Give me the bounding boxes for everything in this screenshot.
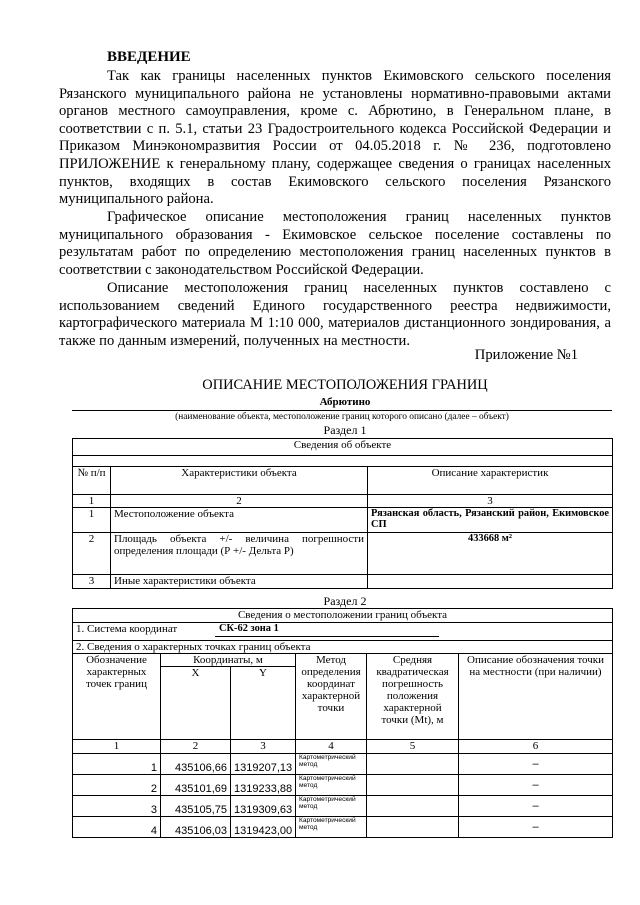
col-header-coordinates: Координаты, м	[161, 654, 296, 667]
object-name: Абрютино	[319, 396, 371, 408]
object-info-heading: Сведения об объекте	[73, 439, 613, 456]
point-method: Картометрический метод	[296, 796, 367, 817]
point-method: Картометрический метод	[296, 754, 367, 775]
boundary-info-heading: Сведения о местоположении границ объекта	[73, 609, 613, 623]
point-method: Картометрический метод	[296, 817, 367, 838]
col-index: 3	[368, 495, 613, 508]
point-description: –	[459, 775, 613, 796]
table-row	[73, 508, 613, 533]
point-description: –	[459, 796, 613, 817]
point-y: 1319423,00	[231, 817, 296, 838]
spacer-row	[73, 456, 613, 467]
coordinate-system-row	[73, 623, 613, 641]
point-error	[367, 817, 459, 838]
object-name-underline	[72, 410, 612, 411]
point-y: 1319309,63	[231, 796, 296, 817]
table-row	[73, 775, 613, 796]
col-header-x: X	[161, 667, 231, 740]
point-y: 1319207,13	[231, 754, 296, 775]
row-no: 2	[73, 533, 111, 575]
row-description: Рязанская область, Рязанский район, Екимовское СП	[368, 508, 613, 533]
table-row	[73, 754, 613, 775]
point-method: Картометрический метод	[296, 775, 367, 796]
col-header-description: Описание характеристик	[368, 467, 613, 495]
col-header-point-description: Описание обозначения точки на местности (при наличии)	[459, 654, 613, 740]
col-index: 2	[161, 740, 231, 754]
point-x: 435105,75	[161, 796, 231, 817]
col-header-point: Обозначение характерных точек границ	[73, 654, 161, 740]
table-row	[73, 796, 613, 817]
table-row	[73, 817, 613, 838]
row-characteristic: Иные характеристики объекта	[111, 575, 368, 589]
col-index: 3	[231, 740, 296, 754]
row-characteristic: Местоположение объекта	[111, 508, 368, 533]
point-number: 4	[73, 817, 161, 838]
row-no: 3	[73, 575, 111, 589]
col-index: 1	[73, 740, 161, 754]
col-index: 6	[459, 740, 613, 754]
point-x: 435101,69	[161, 775, 231, 796]
col-header-error: Средняя квадратическая погрешность положения характерной точки (Mt), м	[367, 654, 459, 740]
point-error	[367, 754, 459, 775]
appendix-label: Приложение №1	[474, 347, 578, 363]
coordinate-system-label: 1. Система координат	[76, 623, 178, 635]
point-number: 3	[73, 796, 161, 817]
col-header-y: Y	[231, 667, 296, 740]
row-description: 433668 м²	[368, 533, 613, 575]
table-row	[73, 533, 613, 575]
col-header-characteristics: Характеристики объекта	[111, 467, 368, 495]
section-1-label: Раздел 1	[323, 423, 367, 437]
points-section-label: 2. Сведения о характерных точках границ объекта	[73, 641, 613, 654]
document-title: ОПИСАНИЕ МЕСТОПОЛОЖЕНИЯ ГРАНИЦ	[202, 377, 488, 393]
table-row	[73, 575, 613, 589]
col-index: 4	[296, 740, 367, 754]
point-x: 435106,03	[161, 817, 231, 838]
object-info-table	[72, 438, 613, 589]
point-number: 2	[73, 775, 161, 796]
intro-paragraph-3: Описание местоположения границ населенных пунктов составлено с использованием сведений Единого государственного реестра недвижимости, картографического материала М 1:10 000, материалов дистанционного зондирования, а также по данным измерений, полученных на местности.	[59, 280, 611, 349]
point-number: 1	[73, 754, 161, 775]
point-x: 435106,66	[161, 754, 231, 775]
col-index: 5	[367, 740, 459, 754]
intro-heading: ВВЕДЕНИЕ	[107, 49, 191, 65]
row-no: 1	[73, 508, 111, 533]
coordinate-system-underline	[215, 636, 439, 637]
intro-paragraph-1: Так как границы населенных пунктов Екимовского сельского поселения Рязанского муниципального района не установлены нормативно-правовыми актами органов местного самоуправления, кроме с. Абрютино, в Генеральном плане, в соответствии с п. 5.1, статьи 23 Градостроительного кодекса Российской Федерации и Приказом Минэкономразвития России от 04.05.2018 г. № 236, подготовлено ПРИЛОЖЕНИЕ к генеральному плану, содержащее сведения о границах населенных пунктов, входящих в состав Екимовского сельского поселения Рязанского муниципального района.	[59, 68, 611, 208]
col-header-no: № п/п	[73, 467, 111, 495]
boundary-points-table	[72, 608, 613, 838]
section-2-label: Раздел 2	[323, 594, 367, 608]
coordinate-system-value: СК-62 зона 1	[219, 623, 279, 634]
point-description: –	[459, 754, 613, 775]
object-name-caption: (наименование объекта, местоположение границ которого описано (далее – объект)	[175, 412, 509, 422]
point-error	[367, 775, 459, 796]
col-index: 1	[73, 495, 111, 508]
point-error	[367, 796, 459, 817]
point-y: 1319233,88	[231, 775, 296, 796]
row-description	[368, 575, 613, 589]
intro-paragraph-2: Графическое описание местоположения границ населенных пунктов муниципального образования - Екимовское сельское поселение составлены по результатам работ по определению местоположения границ населенных пунктов в соответствии с законодательством Российской Федерации.	[59, 209, 611, 278]
row-characteristic: Площадь объекта +/- величина погрешности определения площади (Р +/- Дельта Р)	[111, 533, 368, 575]
col-header-method: Метод определения координат характерной точки	[296, 654, 367, 740]
col-index: 2	[111, 495, 368, 508]
point-description: –	[459, 817, 613, 838]
